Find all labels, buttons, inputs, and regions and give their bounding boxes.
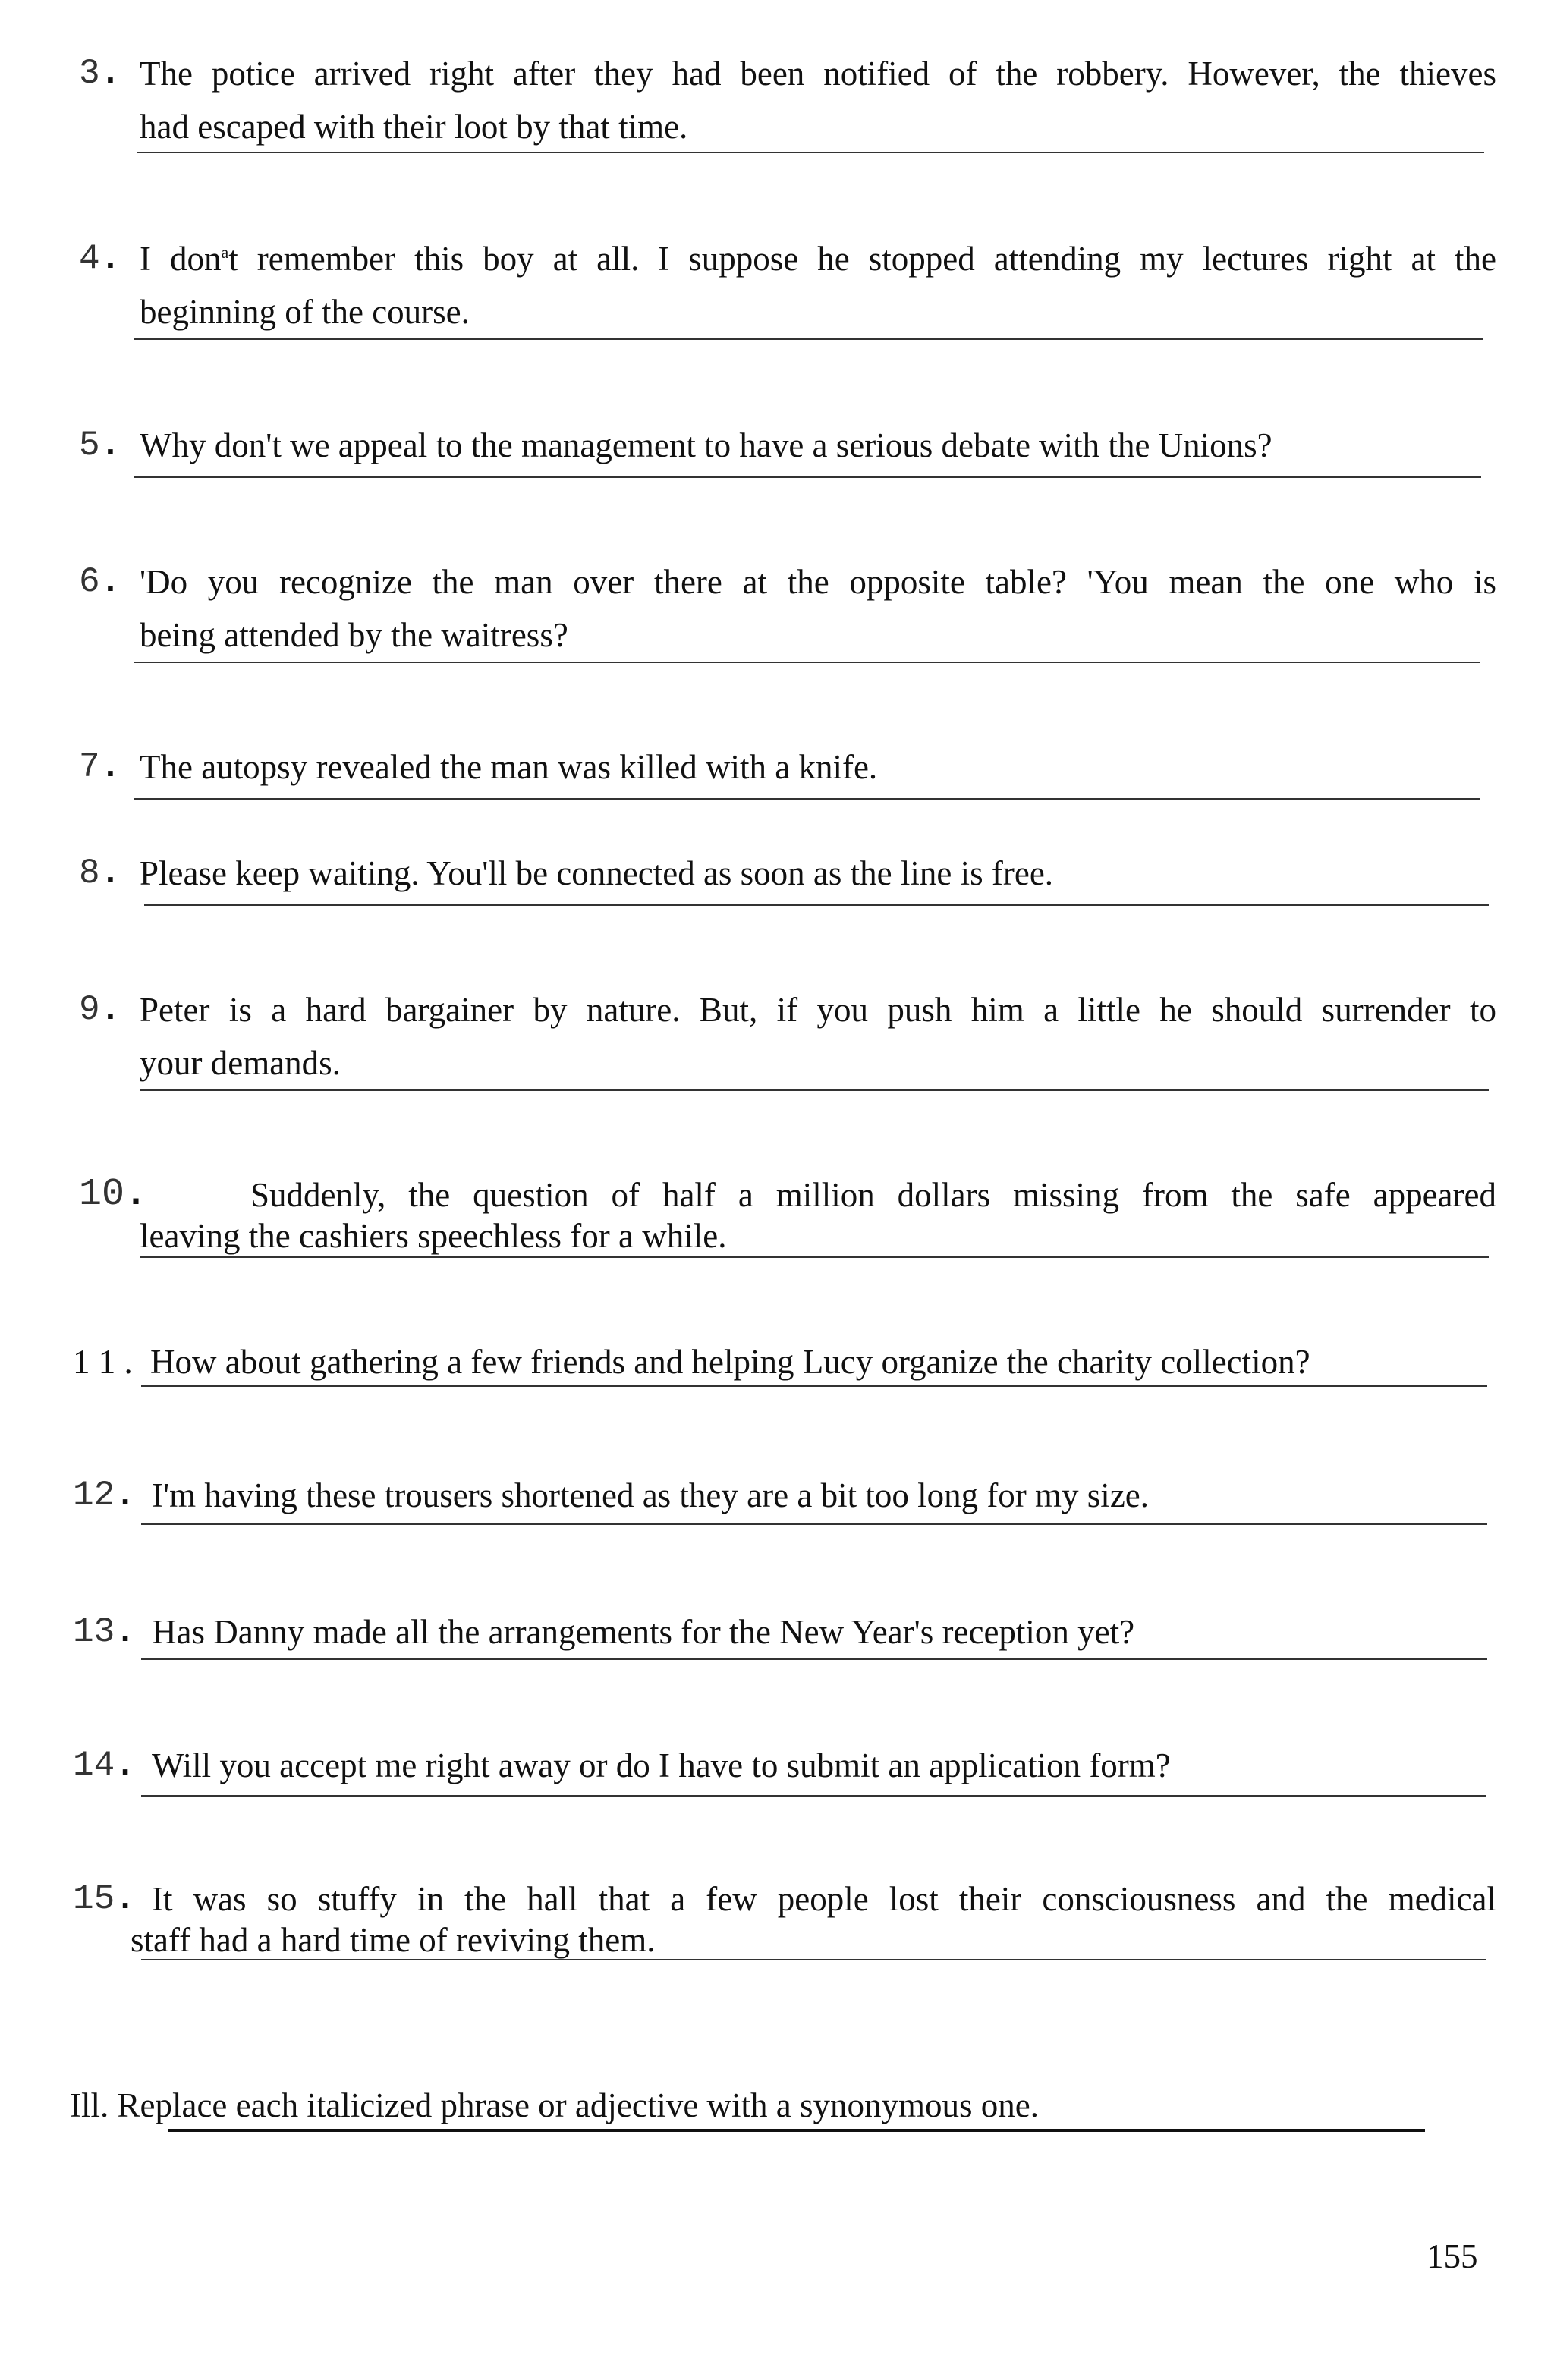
answer-line xyxy=(140,1256,1489,1258)
section-heading: Ill. Replace each italicized phrase or adjective with a synonymous one. xyxy=(70,2086,1040,2124)
item-text-line: I'm having these trousers shortened as they are a bit too long for my size. xyxy=(152,1476,1150,1514)
item-text-line: It was so stuffy in the hall that a few people lost their consciousness and the medical xyxy=(152,1880,1496,1918)
exercise-page: 3. The potice arrived right after they had been notified of the robbery. However, the thieves had escaped with their loot by that time. 4. I don$^a$t remember this boy at all. I suppose he stopped attending my lectures right at the beginning of the course. 5. Why don't we appeal to the management to have a serious debate with the Unions? 6. 'Do you recognize the man over there at the opposite table? 'You mean the one who is being attended by the waitress? 7. The autopsy revealed the man was killed with a knife. 8. Please keep waiting. You'll be connected as soon as the line is free. 9. Peter is a hard bargainer by nature. But, if you push him a little he should surrender to your demands. 10. Suddenly, the question of half a million dollars missing from the safe appeared leaving the cashiers speechless for a while. 1 1 . How about gathering a few friends and helping Lucy organize the charity collection? 12. I'm having these trousers shortened as they are a bit too long for my size. 13. Has Danny made all the arrangements for the New Year's reception yet? 14. Will you accept me right away or do I have to submit an application form? 15. It was so stuffy in the hall that a few people lost their consciousness and the medical staff had a hard time of reviving them. Ill. Replace each italicized phrase or adjective with a synonymous one. 155 xyxy=(0,0,1554,2380)
answer-line xyxy=(137,152,1484,153)
item-text-line: 'Do you recognize the man over there at the opposite table? 'You mean the one who is xyxy=(140,563,1496,601)
item-number: 7 xyxy=(79,747,100,787)
item-text-line: The autopsy revealed the man was killed with a knife. xyxy=(140,748,878,786)
answer-line xyxy=(141,1959,1486,1960)
heading-underline xyxy=(168,2129,1425,2132)
item-text-line: being attended by the waitress? xyxy=(140,616,568,654)
answer-line xyxy=(134,476,1481,478)
answer-line xyxy=(134,798,1480,800)
answer-line xyxy=(140,1089,1489,1091)
item-text-line: I don$^a$t remember this boy at all. I suppose he stopped attending my lectures right at the xyxy=(140,240,1496,278)
item-text-line: Why don't we appeal to the management to have a serious debate with the Unions? xyxy=(140,426,1272,464)
answer-line xyxy=(141,1658,1487,1660)
answer-line xyxy=(141,1795,1486,1797)
item-number: 12 xyxy=(73,1476,115,1515)
item-number: 15 xyxy=(73,1879,115,1919)
item-text-line: The potice arrived right after they had been notified of the robbery. However, the thieves xyxy=(140,55,1496,93)
item-text-line: staff had a hard time of reviving them. xyxy=(131,1921,656,1959)
item-text-line: How about gathering a few friends and helping Lucy organize the charity collection? xyxy=(150,1343,1310,1381)
item-text-line: Please keep waiting. You'll be connected as soon as the line is free. xyxy=(140,854,1054,892)
item-text-line: Has Danny made all the arrangements for the New Year's reception yet? xyxy=(152,1613,1135,1651)
item-text-line: Will you accept me right away or do I have to submit an application form? xyxy=(152,1746,1171,1784)
page-number: 155 xyxy=(1427,2237,1478,2275)
item-number: 6 xyxy=(79,562,100,602)
item-text-line: had escaped with their loot by that time. xyxy=(140,108,688,146)
item-text-line: beginning of the course. xyxy=(140,293,470,331)
answer-line xyxy=(144,904,1489,906)
item-text-line: Suddenly, the question of half a million dollars missing from the safe appeared xyxy=(250,1176,1496,1214)
item-number: 1 1 . xyxy=(73,1343,133,1381)
item-number: 14 xyxy=(73,1746,115,1785)
answer-line xyxy=(134,338,1483,340)
answer-line xyxy=(141,1385,1487,1387)
item-number: 13 xyxy=(73,1612,115,1652)
answer-line xyxy=(134,662,1480,663)
item-number: 3 xyxy=(79,54,100,93)
item-text-line: leaving the cashiers speechless for a while. xyxy=(140,1217,727,1255)
answer-line xyxy=(141,1523,1487,1525)
item-number: 4 xyxy=(79,239,100,278)
item-number: 5 xyxy=(79,426,100,465)
item-number: 8 xyxy=(79,854,100,893)
item-number: 9 xyxy=(79,990,100,1030)
item-text-line: your demands. xyxy=(140,1044,341,1082)
item-text-line: Peter is a hard bargainer by nature. But, if you push him a little he should surrender to xyxy=(140,991,1496,1029)
item-number: 10 xyxy=(79,1173,125,1216)
